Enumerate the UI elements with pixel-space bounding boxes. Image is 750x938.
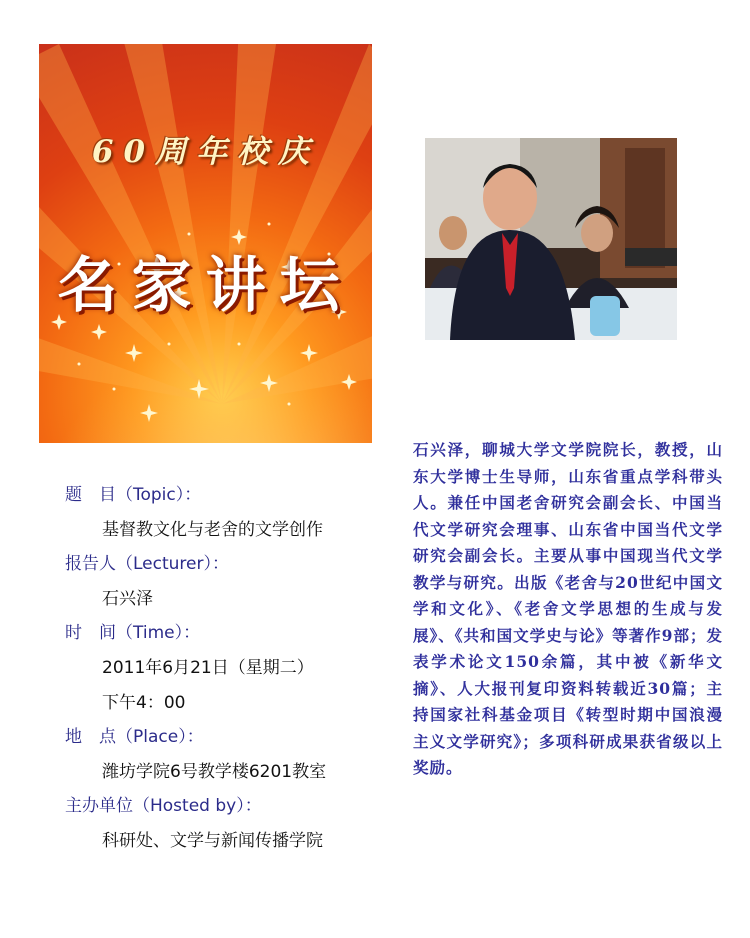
lecturer-value: 石兴泽	[102, 588, 153, 609]
lecturer-photo	[425, 138, 677, 340]
bio-name: 石兴泽	[413, 440, 465, 459]
time-value-date: 2011年6月21日（星期二）	[102, 657, 314, 678]
lecturer-label: 报告人（Lecturer）：	[65, 554, 229, 575]
lecture-poster-banner	[39, 44, 372, 443]
topic-label: 题 目（Topic）：	[65, 485, 202, 505]
lecture-details	[65, 478, 405, 859]
time-value-hour: 下午4：00	[102, 692, 186, 713]
poster-subtitle: 60周年校庆	[91, 134, 320, 170]
time-label: 时 间（Time）：	[65, 623, 201, 644]
place-value: 潍坊学院6号教学楼6201教室	[102, 761, 327, 782]
topic-value: 基督教文化与老舍的文学创作	[102, 519, 323, 540]
place-label: 地 点（Place）：	[65, 727, 204, 748]
host-value: 科研处、文学与新闻传播学院	[102, 830, 323, 851]
host-label: 主办单位（Hosted by）：	[65, 796, 262, 817]
lecturer-biography	[413, 437, 723, 782]
poster-title: 名家讲坛	[57, 251, 354, 321]
bio-text: ，聊城大学文学院院长，教授，山东大学博士生导师，山东省重点学科带头人。兼任中国老舍研究会副会长、中国当代文学研究会理事、山东省中国当代文学研究会副会长。主要从事中国现当代文学教学与研究。出版《老舍与20世纪中国文学和文化》、《老舍文学思想的生成与发展》、《共和国文学史与论》等著作9部；发表学术论文150余篇，其中被《新华文摘》、人大报刊复印资料转载近30篇；主持国家社科基金项目《转型时期中国浪漫主义文学研究》；多项科研成果获省级以上奖励。	[413, 440, 723, 777]
